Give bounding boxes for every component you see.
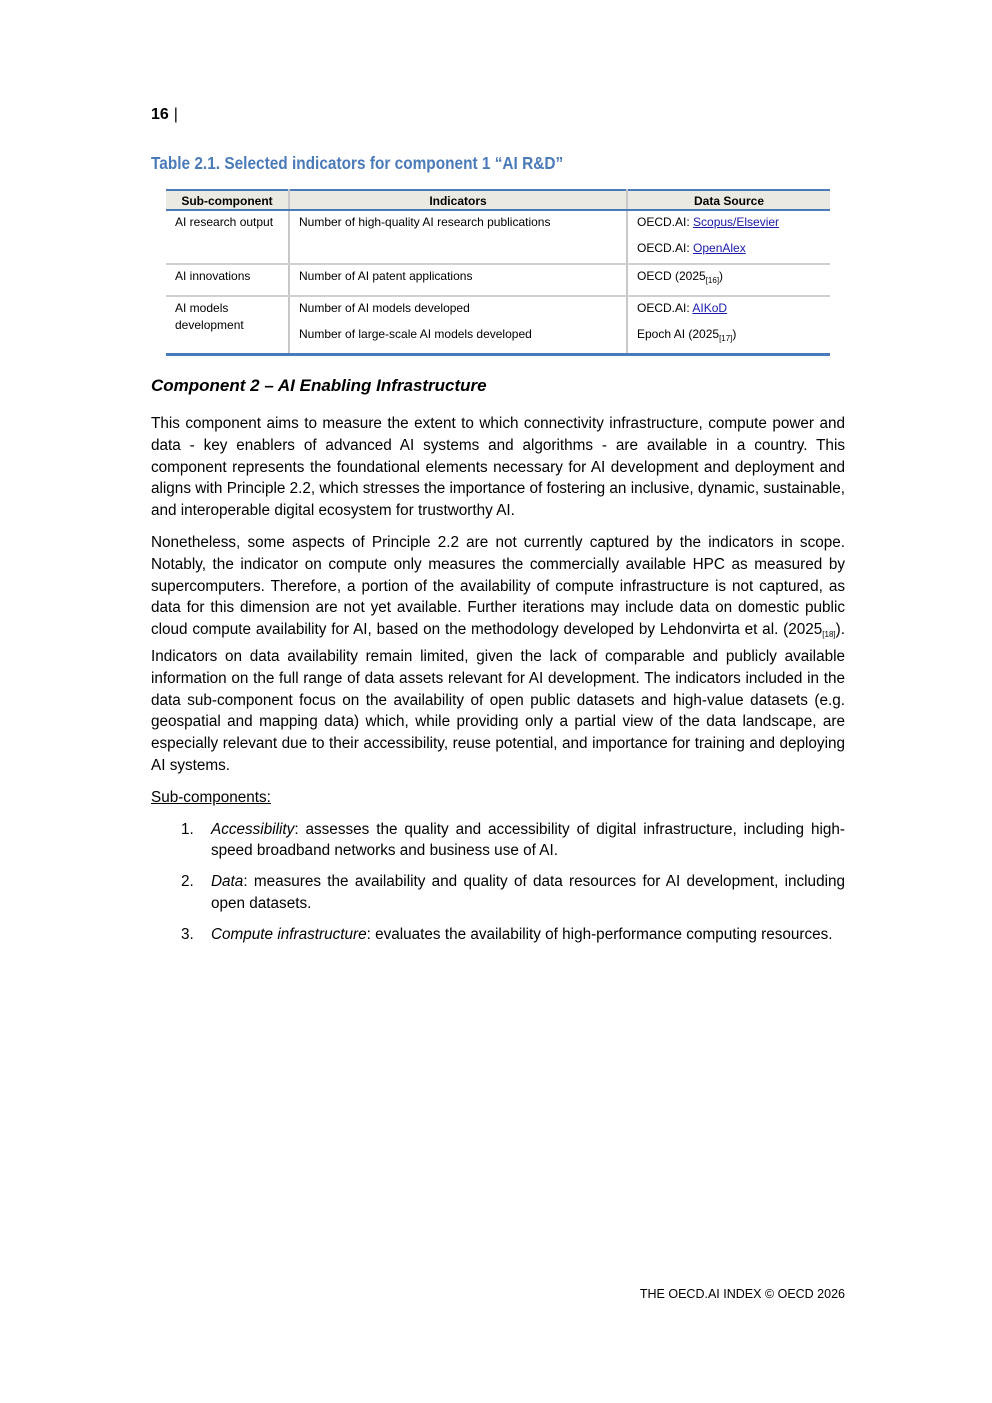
list-item: 1. Accessibility: assesses the quality and accessibility of digital infrastructure, including high-speed broadband networks and business use of AI. xyxy=(181,820,845,860)
table-cell-sub-component: AI models development xyxy=(166,296,289,355)
source-entry: OECD.AI: OpenAlex xyxy=(637,241,746,255)
table-row xyxy=(166,296,830,355)
table-title: Table 2.1. Selected indicators for component 1 “AI R&D” xyxy=(151,153,564,173)
section-title: Component 2 – AI Enabling Infrastructure xyxy=(151,376,487,395)
table-row xyxy=(166,264,830,296)
source-entry: Epoch AI $(2025_{[17]})$ xyxy=(637,327,737,343)
table-header-indicators: Indicators xyxy=(289,190,627,210)
subcomponents-list xyxy=(151,819,845,946)
indicator-text: Number of high-quality AI research publications xyxy=(299,215,551,229)
indicator-text: Number of large-scale AI models developed xyxy=(299,327,532,341)
table-cell-sub-component: AI innovations xyxy=(166,264,289,296)
source-link[interactable]: OpenAlex xyxy=(693,241,746,255)
reference-marker[interactable]: [17] xyxy=(719,334,733,343)
indicator-text: Number of AI models developed xyxy=(299,301,470,315)
source-entry: OECD.AI: AIKoD xyxy=(637,301,728,315)
source-link[interactable]: AIKoD xyxy=(692,301,728,315)
indicators-table xyxy=(166,189,830,356)
table-cell-indicators xyxy=(289,210,627,264)
table-header-sub-component: Sub-component xyxy=(166,190,289,210)
table-cell-data-source xyxy=(627,296,830,355)
table-cell-data-source xyxy=(627,210,830,264)
source-link[interactable]: Scopus/Elsevier xyxy=(693,215,780,229)
table-cell-data-source xyxy=(627,264,830,296)
reference-marker[interactable]: [16] xyxy=(705,276,720,285)
page-number: 16 | xyxy=(151,106,178,123)
source-entry: OECD $(2025_{[16]})$ xyxy=(637,269,724,285)
indicator-text: Number of AI patent applications xyxy=(299,269,473,283)
table-cell-indicators xyxy=(289,264,627,296)
source-entry: OECD.AI: Scopus/Elsevier xyxy=(637,215,780,229)
page-footer: THE OECD.AI INDEX © OECD 2026 xyxy=(639,1287,845,1301)
body-text xyxy=(151,413,845,955)
table-header-data-source: Data Source xyxy=(627,190,830,210)
table-cell-sub-component: AI research output xyxy=(166,210,289,264)
paragraph: Nonetheless, some aspects of Principle 2.2 are not currently captured by the indicators in scope. Notably, the indicator on compute only measures the commercially available HPC as measured by supercomputers. Therefore, a portion of the availability of compute infrastructure is not captured, as data for this dimension are not yet available. Further iterations may include data on domestic public cloud compute availability for AI, based on the methodology developed by Lehdonvirta et al. $(2025_{[18]})$. Indicators on data availability remain limited, given the lack of comparable and publicly available information on the full range of data assets relevant for AI development. The indicators included in the data sub-component focus on the availability of open public datasets and high-value datasets (e.g. geospatial and mapping data) which, while providing only a partial view of the data landscape, are especially relevant due to their accessibility, reuse potential, and importance for training and deploying AI systems. xyxy=(151,533,845,774)
subcomponents-heading: Sub-components: xyxy=(151,788,271,806)
paragraph: This component aims to measure the extent to which connectivity infrastructure, compute power and data - key enablers of advanced AI systems and algorithms - are available in a country. This component represents the foundational elements necessary for AI development and deployment and aligns with Principle 2.2, which stresses the importance of fostering an inclusive, dynamic, sustainable, and interoperable digital ecosystem for trustworthy AI. xyxy=(151,415,845,520)
table-cell-indicators xyxy=(289,296,627,355)
table-row xyxy=(166,210,830,264)
list-item: 3. Compute infrastructure: evaluates the availability of high-performance computing resources. xyxy=(181,925,833,943)
reference-marker[interactable]: [18] xyxy=(822,630,836,640)
list-item: 2. Data: measures the availability and quality of data resources for AI development, including open datasets. xyxy=(181,873,845,912)
